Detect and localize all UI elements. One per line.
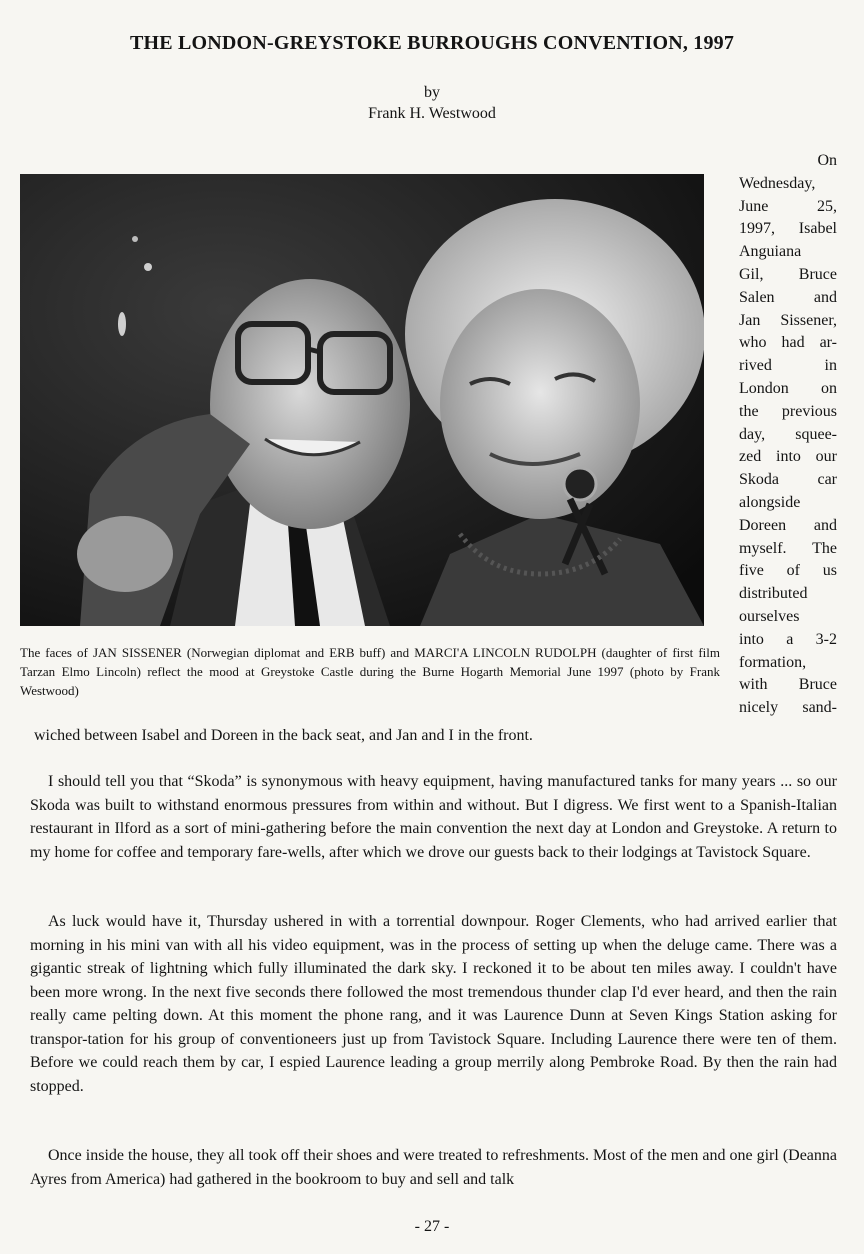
article-title: THE LONDON-GREYSTOKE BURROUGHS CONVENTION, 1997 — [129, 32, 735, 54]
sidebar-line: zed into our — [739, 448, 837, 466]
sidebar-line: June 25, — [739, 197, 837, 215]
sidebar-line: the previous — [739, 402, 837, 420]
sidebar-line: who had ar- — [739, 334, 837, 352]
photo-caption: The faces of JAN SISSENER (Norwegian diplomat and ERB buff) and MARCI'A LINCOLN RUDOLPH (daughter of first film Tarzan Elmo Lincoln) reflect the mood at Greystoke Castle during the Burne Hogarth Memorial June 1997 (photo by Frank Westwood) — [20, 645, 720, 698]
sidebar-line: nicely sand- — [739, 699, 837, 717]
sidebar-line: On — [817, 152, 837, 169]
sidebar-line: distributed — [739, 585, 808, 603]
page-number: - 27 - — [414, 1218, 450, 1235]
paragraph: I should tell you that “Skoda” is synonymous with heavy equipment, having manufactured tanks for many years ... so our Skoda was built to withstand enormous pressures from within and without. But I digress. We first went to a Spanish-Italian restaurant in Ilford as a sort of mini-gathering before the main convention the next day at London and Greystoke. A return to my home for coffee and temporary fare-wells, after which we drove our guests back to their lodgings at Tavistock Square. — [30, 773, 837, 861]
article-photo — [20, 174, 704, 626]
author-name: Frank H. Westwood — [368, 105, 496, 122]
sidebar-line: myself. The — [739, 539, 837, 557]
sidebar-line: five of us — [739, 562, 837, 580]
sidebar-line: formation, — [739, 653, 807, 671]
sidebar-line: Gil, Bruce — [739, 265, 837, 283]
byline: by — [424, 84, 440, 101]
sidebar-line: Anguiana — [739, 243, 802, 261]
sidebar-line: Skoda car — [739, 471, 837, 489]
sidebar-line: London on — [739, 379, 837, 397]
sidebar-line: alongside — [739, 493, 801, 511]
sidebar-line: Doreen and — [739, 516, 837, 534]
sidebar-column — [739, 150, 837, 720]
paragraph: wiched between Isabel and Doreen in the back seat, and Jan and I in the front. — [34, 727, 533, 744]
sidebar-line: with Bruce — [739, 676, 837, 694]
paragraph: Once inside the house, they all took off their shoes and were treated to refreshments. Most of the men and one girl (Deanna Ayres from America) had gathered in the bookroom to buy and sell and talk — [30, 1147, 837, 1188]
sidebar-line: Jan Sissener, — [739, 311, 837, 329]
sidebar-line: 1997, Isabel — [739, 220, 837, 238]
sidebar-line: day, squee- — [739, 425, 837, 443]
paragraph: As luck would have it, Thursday ushered in with a torrential downpour. Roger Clements, who had arrived earlier that morning in his mini van with all his video equipment, was in the process of setting up when the deluge came. There was a gigantic streak of lightning which fully illuminated the dark sky. I reckoned it to be about ten miles away. I couldn't have been more wrong. In the next five seconds there followed the most tremendous thunder clap I'd ever heard, and then the rain really came pelting down. At this moment the phone rang, and it was Laurence Dunn at Seven Kings Station asking for transpor-tation for his group of conventioneers just up from Tavistock Square. Including Laurence there were ten of them. Before we could reach them by car, I espied Laurence leading a group merrily along Pembroke Road. By then the rain had stopped. — [30, 913, 837, 1095]
sidebar-line: rived in — [739, 357, 837, 375]
sidebar-line: ourselves — [739, 607, 800, 625]
sidebar-line: Salen and — [739, 288, 837, 306]
sidebar-line: Wednesday, — [739, 174, 816, 192]
sidebar-line: into a 3-2 — [739, 630, 837, 648]
